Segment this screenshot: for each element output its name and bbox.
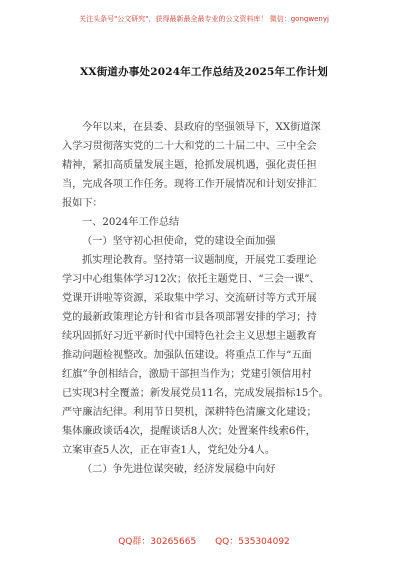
body-line: 严守廉洁纪律。利用节日契机，深耕特色清廉文化建设； <box>62 407 317 418</box>
body-line: 集体廉政谈话4次，提醒谈话8人次；处置案件线索6件， <box>62 426 316 437</box>
body-line: 抓实理论教育。坚持第一议题制度，开展党工委理论 <box>82 255 317 266</box>
body-line: 立案审查5人次，正在审查1人，党纪处分4人。 <box>62 445 276 456</box>
footer-qq-group: QQ群：30265665 <box>118 537 197 547</box>
footer-qq: QQ：535304092 <box>215 537 290 547</box>
body-line: 当，完成各项工作任务。现将工作开展情况和计划安排汇 <box>62 179 317 190</box>
body-line: 学习中心组集体学习12次；依托主题党日、“三会一课”、 <box>62 274 320 285</box>
body-line: 精神，紧扣高质量发展主题，抢抓发展机遇，强化责任担 <box>62 160 317 171</box>
section-heading: 一、2024年工作总结 <box>82 217 180 228</box>
document-title: XX街道办事处2024年工作总结及2025年工作计划 <box>80 66 328 78</box>
body-line: 入学习贯彻落实党的二十大和党的二十届二中、三中全会 <box>62 141 317 152</box>
body-line: 续巩固抓好习近平新时代中国特色社会主义思想主题教育 <box>62 331 317 342</box>
body-line: 红旗”争创相结合，激励干部担当作为；党建引领信用村 <box>62 369 312 380</box>
body-line: 推动问题检视整改。加强队伍建设。将重点工作与“五面 <box>62 350 312 361</box>
body-line: 党的最新政策理论方针和省市县各项部署安排的学习；持 <box>62 312 317 323</box>
body-line: 已实现3村全覆盖；新发展党员11名，完成发展指标15个。 <box>62 388 329 399</box>
subsection-heading: （二）争先进位谋突破，经济发展稳中向好 <box>82 464 276 475</box>
subsection-heading: （一）坚守初心担使命，党的建设全面加强 <box>82 236 276 247</box>
document-body <box>62 118 346 479</box>
footer-contact <box>0 534 408 547</box>
body-line: 党课开讲啦等资源，采取集中学习、交流研讨等方式开展 <box>62 293 317 304</box>
body-line: 报如下： <box>62 198 103 209</box>
header-banner: 关注头条号"公文研究"，获得最新最全最专业的公文资料库！ 微信：gongwenyj <box>79 15 329 23</box>
body-line: 今年以来，在县委、县政府的坚强领导下，XX街道深 <box>82 122 321 133</box>
